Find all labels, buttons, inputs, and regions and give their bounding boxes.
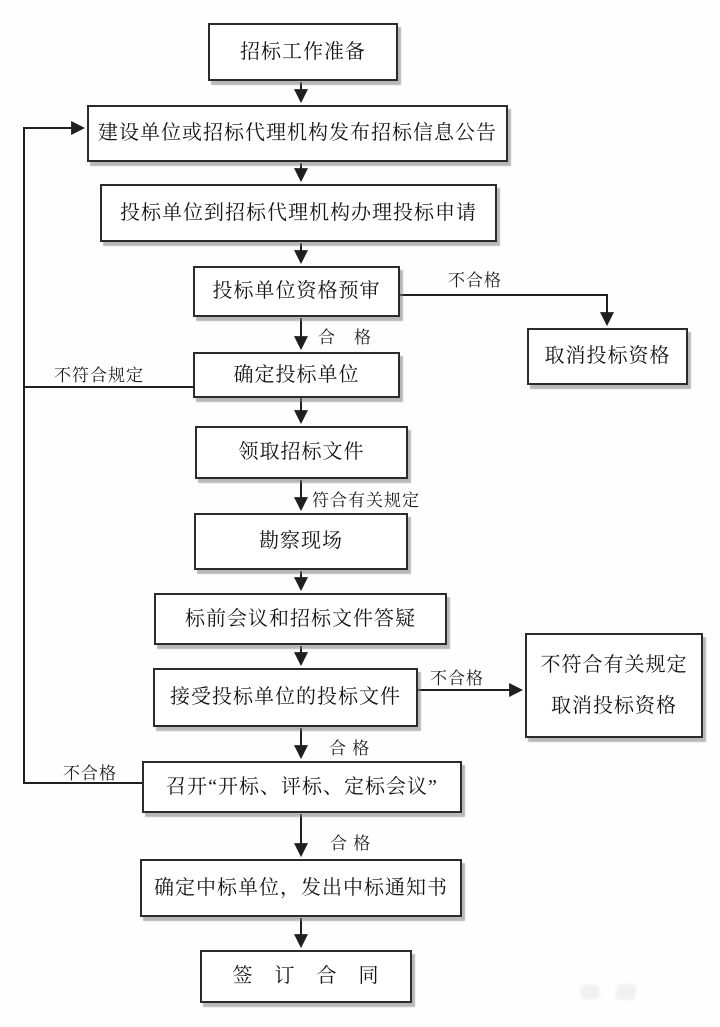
node-site-survey-label: 勘察现场 xyxy=(259,530,343,552)
node-open-bid-label: 召开“开标、评标、定标会议” xyxy=(166,775,438,798)
node-sign-contract-label: 签 订 合 同 xyxy=(232,965,380,987)
edge-label-conform-rules: 符合有关规定 xyxy=(312,491,420,510)
node-apply-label: 投标单位到招标代理机构办理投标申请 xyxy=(120,201,477,224)
node-confirm-bidder xyxy=(193,352,400,398)
edge-label-qualified-1: 合 格 xyxy=(318,328,372,347)
edge-label-unqualified-2: 不合格 xyxy=(430,669,484,688)
node-pre-bid-meeting xyxy=(154,593,447,645)
node-confirm-bidder-label: 确定投标单位 xyxy=(233,363,360,386)
edge-feedback-confirm-announce xyxy=(24,128,193,387)
edge-label-qualified-2: 合 格 xyxy=(329,739,371,758)
node-receive-docs-label: 接受投标单位的投标文件 xyxy=(170,686,401,708)
node-cancel-2-line2: 取消投标资格 xyxy=(551,694,677,717)
node-apply xyxy=(100,184,497,242)
node-cancel-1-label: 取消投标资格 xyxy=(544,345,671,367)
watermark-mark-1 xyxy=(580,984,600,1000)
edge-feedback-openbid-join xyxy=(24,387,142,783)
node-pre-bid-meeting-label: 标前会议和招标文件答疑 xyxy=(185,607,416,630)
node-sign-contract xyxy=(200,950,412,1003)
node-get-docs xyxy=(195,426,408,479)
node-notify-winner-label: 确定中标单位，发出中标通知书 xyxy=(154,876,448,899)
node-prequalify xyxy=(193,266,400,317)
node-cancel-2 xyxy=(525,633,703,738)
edge-prequalify-cancel1 xyxy=(400,295,607,324)
node-announce-label: 建设单位或招标代理机构发布招标信息公告 xyxy=(98,122,497,144)
watermark-mark-2 xyxy=(615,984,637,1000)
node-prepare xyxy=(208,23,398,81)
watermark xyxy=(578,980,648,1006)
edge-label-not-conform-rules: 不符合规定 xyxy=(54,366,144,385)
edge-label-unqualified-1: 不合格 xyxy=(448,271,502,290)
node-site-survey xyxy=(194,513,408,570)
edge-label-qualified-3: 合 格 xyxy=(330,834,372,853)
node-receive-docs xyxy=(153,668,418,727)
node-announce xyxy=(87,105,508,162)
node-get-docs-label: 领取招标文件 xyxy=(238,441,365,463)
node-notify-winner xyxy=(140,859,462,917)
node-prepare-label: 招标工作准备 xyxy=(240,40,366,63)
node-open-bid xyxy=(142,761,462,813)
edge-label-unqualified-3: 不合格 xyxy=(63,764,117,783)
node-cancel-2-line1: 不符合有关规定 xyxy=(540,653,688,676)
node-cancel-1 xyxy=(527,328,688,385)
node-prequalify-label: 投标单位资格预审 xyxy=(212,280,381,302)
